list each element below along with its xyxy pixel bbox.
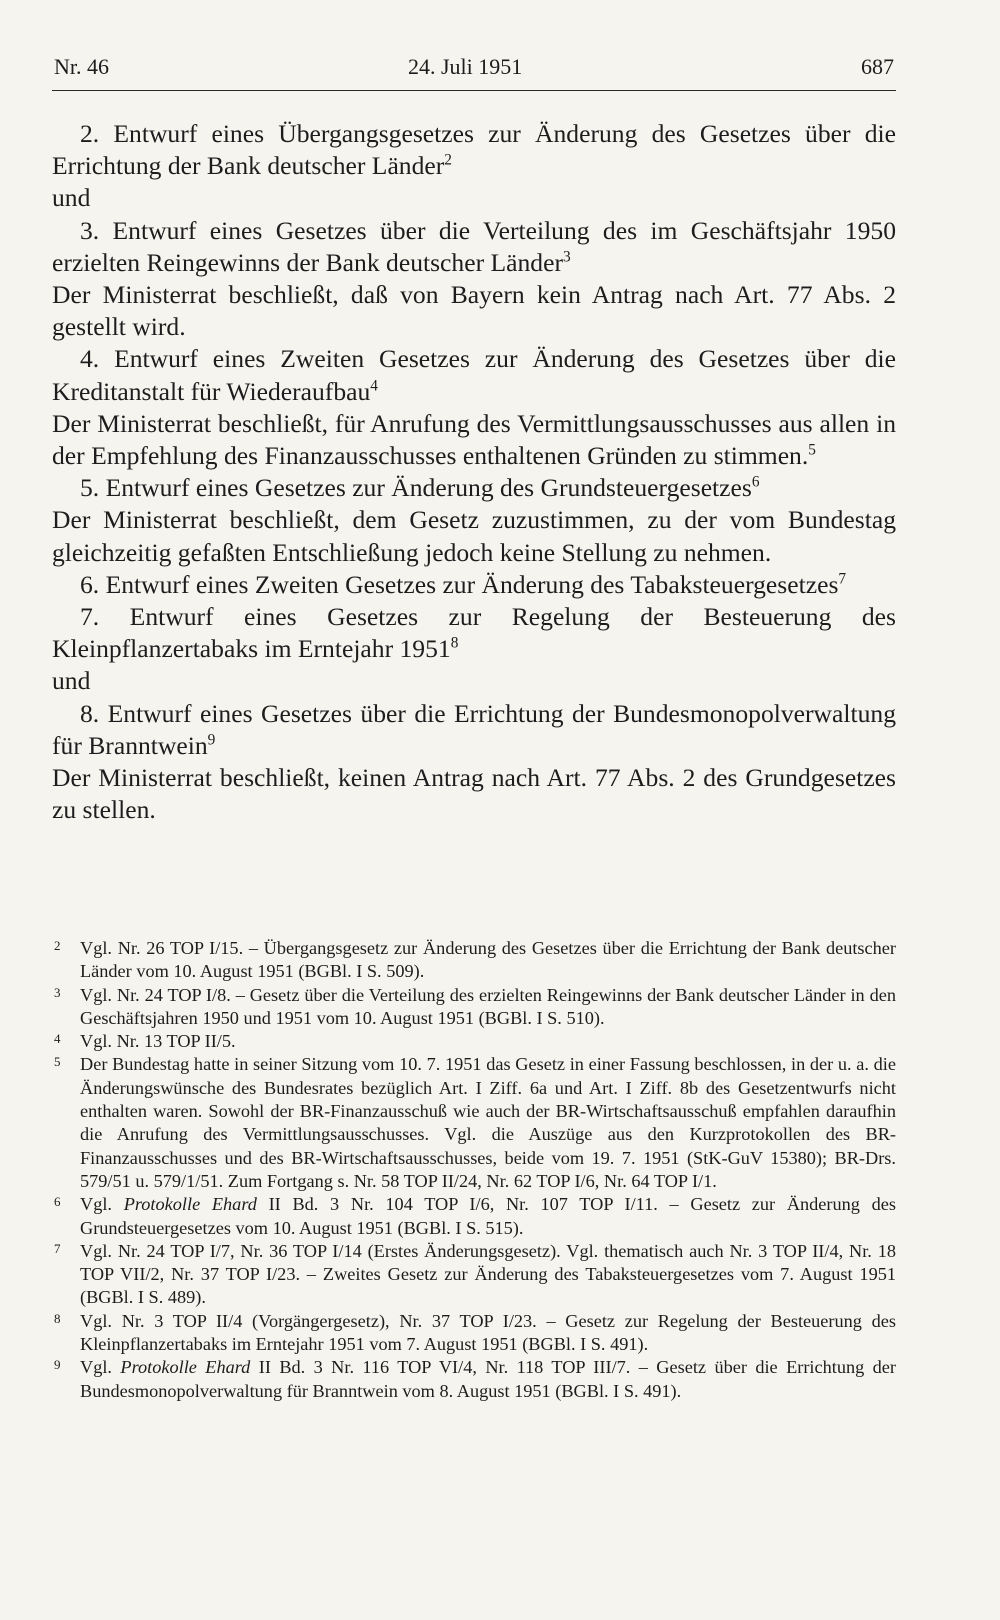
footnote: 6 Vgl. Protokolle Ehard II Bd. 3 Nr. 104 TOP I/6, Nr. 107 TOP I/11. – Gesetz zur Änderung des Grundsteuergesetzes vom 10. August 1951 (BGBl. I S. 515). [52, 1193, 896, 1240]
paragraph: Der Ministerrat beschließt, dem Gesetz zuzustimmen, zu der vom Bundestag gleichzeitig gefaßten Entschließung jedoch keine Stellung zu nehmen. [52, 505, 896, 567]
footnote-ref: 6 [751, 473, 760, 491]
italic-citation: Protokolle Ehard [123, 1194, 257, 1215]
footnote-number: 3 [54, 984, 61, 1000]
footnote: 7 Vgl. Nr. 24 TOP I/7, Nr. 36 TOP I/14 (Erstes Änderungsgesetz). Vgl. thematisch auch Nr. 3 TOP II/4, Nr. 18 TOP VII/2, Nr. 37 TOP I/23. – Zweites Gesetz zur Änderung des Tabaksteuergesetzes vom 7. August 1951 (BGBl. I S. 489). [52, 1240, 896, 1310]
paragraph: 7. Entwurf eines Gesetzes zur Regelung der Besteuerung des Kleinpflanzertabaks im Erntejahr 1951$^8$ [52, 602, 896, 664]
footnote-number: 9 [54, 1357, 61, 1373]
footnote: 9 Vgl. Protokolle Ehard II Bd. 3 Nr. 116 TOP VI/4, Nr. 118 TOP III/7. – Gesetz über die Errichtung der Bundesmonopolverwaltung für Branntwein vom 8. August 1951 (BGBl. I S. 491). [52, 1356, 896, 1403]
footnote-ref: 7 [838, 570, 847, 588]
paragraph: 5. Entwurf eines Gesetzes zur Änderung des Grundsteuergesetzes$^6$ [80, 473, 760, 503]
footnote-ref: 3 [562, 248, 571, 266]
issue-number: Nr. 46 [54, 54, 109, 79]
footnote-ref: 4 [370, 377, 378, 395]
paragraph: 3. Entwurf eines Gesetzes über die Verteilung des im Geschäftsjahr 1950 erzielten Reingewinns der Bank deutscher Länder$^3$ [52, 215, 896, 277]
paragraph: Der Ministerrat beschließt, keinen Antrag nach Art. 77 Abs. 2 des Grundgesetzes zu stellen. [52, 763, 896, 825]
footnote: 3 Vgl. Nr. 24 TOP I/8. – Gesetz über die Verteilung des erzielten Reingewinns der Bank deutscher Länder in den Geschäftsjahren 1950 und 1951 vom 10. August 1951 (BGBl. I S. 510). [52, 984, 896, 1031]
footnotes [52, 937, 896, 1403]
footnote-ref: 5 [808, 441, 816, 459]
page-number: 687 [861, 54, 894, 79]
paragraph: und [52, 183, 91, 213]
footnote-number: 5 [54, 1054, 61, 1070]
paragraph: und [52, 666, 91, 696]
paragraph: 6. Entwurf eines Zweiten Gesetzes zur Änderung des Tabaksteuergesetzes$^7$ [80, 569, 847, 599]
paragraph: 4. Entwurf eines Zweiten Gesetzes zur Änderung des Gesetzes über die Kreditanstalt für Wiederaufbau$^4$ [52, 344, 896, 406]
paragraph: 2. Entwurf eines Übergangsgesetzes zur Änderung des Gesetzes über die Errichtung der Bank deutscher Länder$^2$ [52, 119, 896, 181]
footnote-number: 4 [54, 1031, 61, 1047]
header-rule [52, 90, 896, 91]
footnote: 8 Vgl. Nr. 3 TOP II/4 (Vorgängergesetz), Nr. 37 TOP I/23. – Gesetz zur Regelung der Besteuerung des Kleinpflanzertabaks im Erntejahr 1951 vom 7. August 1951 (BGBl. I S. 491). [52, 1310, 896, 1357]
italic-citation: Protokolle Ehard [120, 1357, 251, 1378]
footnote-ref: 2 [444, 151, 452, 169]
footnote-number: 8 [54, 1310, 61, 1326]
footnote: 4 Vgl. Nr. 13 TOP II/5. [52, 1030, 896, 1053]
footnote-ref: 9 [207, 731, 216, 749]
paragraph: 8. Entwurf eines Gesetzes über die Errichtung der Bundesmonopolverwaltung für Branntwein$^9$ [52, 698, 896, 760]
main-text [52, 118, 896, 826]
running-header [52, 54, 896, 84]
footnote: 2 Vgl. Nr. 26 TOP I/15. – Übergangsgesetz zur Änderung des Gesetzes über die Errichtung der Bank deutscher Länder vom 10. August 1951 (BGBl. I S. 509). [52, 937, 896, 984]
footnote-number: 2 [54, 938, 61, 953]
footnote-ref: 8 [450, 634, 459, 652]
footnote-number: 6 [54, 1194, 61, 1210]
footnote: 5 Der Bundestag hatte in seiner Sitzung vom 10. 7. 1951 das Gesetz in einer Fassung beschlossen, in der u. a. die Änderungswünsche des Bundesrates bezüglich Art. I Ziff. 6a und Art. I Ziff. 8b des Gesetzentwurfs nicht enthalten waren. Sowohl der BR-Finanzausschuß wie auch der BR-Wirtschaftsausschuß empfahlen daraufhin die Anrufung des Vermittlungsausschusses. Vgl. die Auszüge aus den Kurzprotokollen des BR-Finanzausschusses und des BR-Wirtschaftsausschusses, beide vom 19. 7. 1951 (StK-GuV 15380); BR-Drs. 579/51 u. 579/1/51. Zum Fortgang s. Nr. 58 TOP II/24, Nr. 62 TOP I/6, Nr. 64 TOP I/1. [52, 1053, 896, 1193]
session-date: 24. Juli 1951 [408, 54, 523, 79]
paragraph: Der Ministerrat beschließt, daß von Bayern kein Antrag nach Art. 77 Abs. 2 gestellt wird. [52, 280, 896, 342]
footnote-number: 7 [54, 1240, 61, 1256]
paragraph: Der Ministerrat beschließt, für Anrufung des Vermittlungsausschusses aus allen in der Empfehlung des Finanzausschusses enthaltenen Gründen zu stimmen.$^5$ [52, 408, 896, 471]
